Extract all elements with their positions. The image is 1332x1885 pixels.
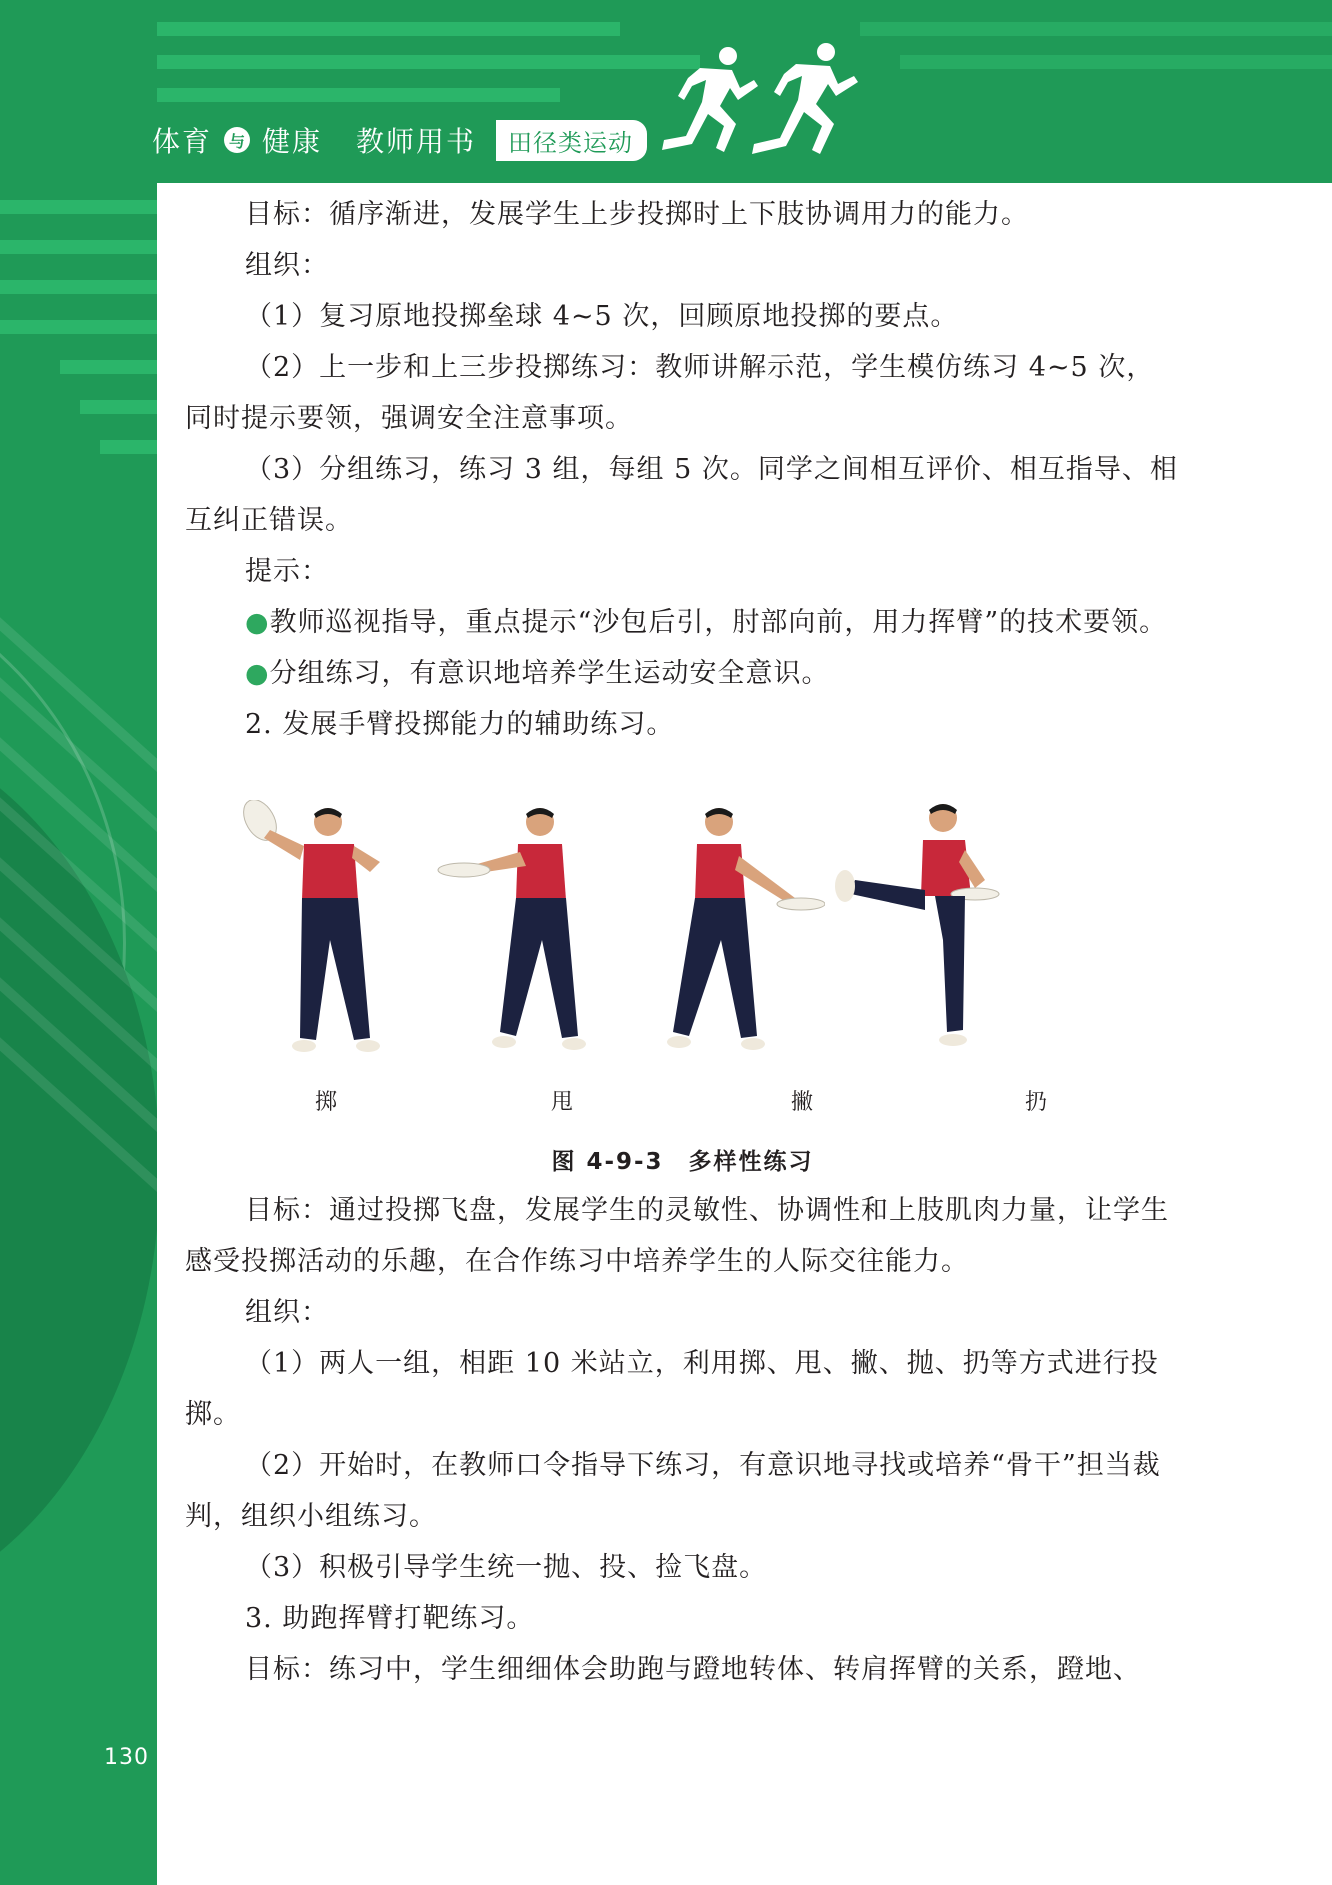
figure-throwing-poses [185,800,1180,1080]
tip-text: 分组练习，有意识地培养学生运动安全意识。 [269,658,830,689]
header-stripe [900,55,1332,69]
text-block-top [185,189,1180,750]
figure-label-toss: 扔 [1024,1090,1047,1115]
figure-label-fling: 甩 [550,1090,573,1115]
paragraph: 组织： [245,250,329,281]
margin-stripe [0,200,157,214]
figure-pose-throw [230,800,430,1070]
page-number: 130 [104,1745,149,1770]
subject-part2: 健康 [262,125,323,158]
paragraph: （3）分组练习，练习 3 组，每组 5 次。同学之间相互评价、相互指导、相互纠正错误。 [185,454,1178,536]
paragraph: （1）复习原地投掷垒球 4~5 次，回顾原地投掷的要点。 [245,301,959,332]
paragraph: 组织： [245,1297,329,1328]
left-margin-band [0,0,157,1885]
figure-label-flick: 撇 [790,1090,813,1115]
paragraph: （1）两人一组，相距 10 米站立，利用掷、甩、撇、抛、扔等方式进行投掷。 [185,1348,1159,1430]
paragraph: （2）上一步和上三步投掷练习：教师讲解示范，学生模仿练习 4~5 次，同时提示要领，强调安全注意事项。 [185,352,1155,434]
section-heading: 2. 发展手臂投掷能力的辅助练习。 [245,709,675,740]
paragraph: （2）开始时，在教师口令指导下练习，有意识地寻找或培养“骨干”担当裁判，组织小组练习。 [185,1450,1161,1532]
section-heading: 3. 助跑挥臂打靶练习。 [245,1603,535,1634]
figure-label-throw: 掷 [314,1090,337,1115]
figure-pose-fling [430,800,630,1070]
margin-stripe [100,440,157,454]
margin-stripe [60,360,157,374]
figure-caption: 图 4-9-3 多样性练习 [551,1149,814,1175]
text-block-bottom [185,1185,1180,1695]
figure-pose-flick [625,800,825,1070]
margin-stripe [80,400,157,414]
paragraph: 提示： [245,556,329,587]
margin-stripe [0,280,157,294]
paragraph: （3）积极引导学生统一抛、投、捡飞盘。 [245,1552,768,1583]
bullet-dot-icon: ● [245,658,270,689]
tip-item [185,597,1180,648]
header-stripe [860,22,1332,36]
tip-item [185,648,1180,699]
paragraph: 目标：循序渐进，发展学生上步投掷时上下肢协调用力的能力。 [245,199,1029,230]
bullet-dot-icon: ● [245,607,270,638]
runners-icon [640,40,880,170]
margin-stripe [0,240,157,254]
tip-text: 教师巡视指导，重点提示“沙包后引，肘部向前，用力挥臂”的技术要领。 [269,607,1168,638]
subject-part1: 体育 [152,125,213,158]
unit-tag: 田径类运动 [496,120,647,161]
book-title [152,120,647,160]
figure-pose-toss [825,800,1025,1070]
margin-stripe [0,320,157,334]
paragraph: 目标：练习中，学生细细体会助跑与蹬地转体、转肩挥臂的关系，蹬地、 [245,1654,1141,1685]
paragraph: 目标：通过投掷飞盘，发展学生的灵敏性、协调性和上肢肌肉力量，让学生感受投掷活动的乐趣，在合作练习中培养学生的人际交往能力。 [185,1195,1169,1277]
book-type: 教师用书 [356,125,477,158]
subject-joiner-badge: 与 [224,127,250,153]
